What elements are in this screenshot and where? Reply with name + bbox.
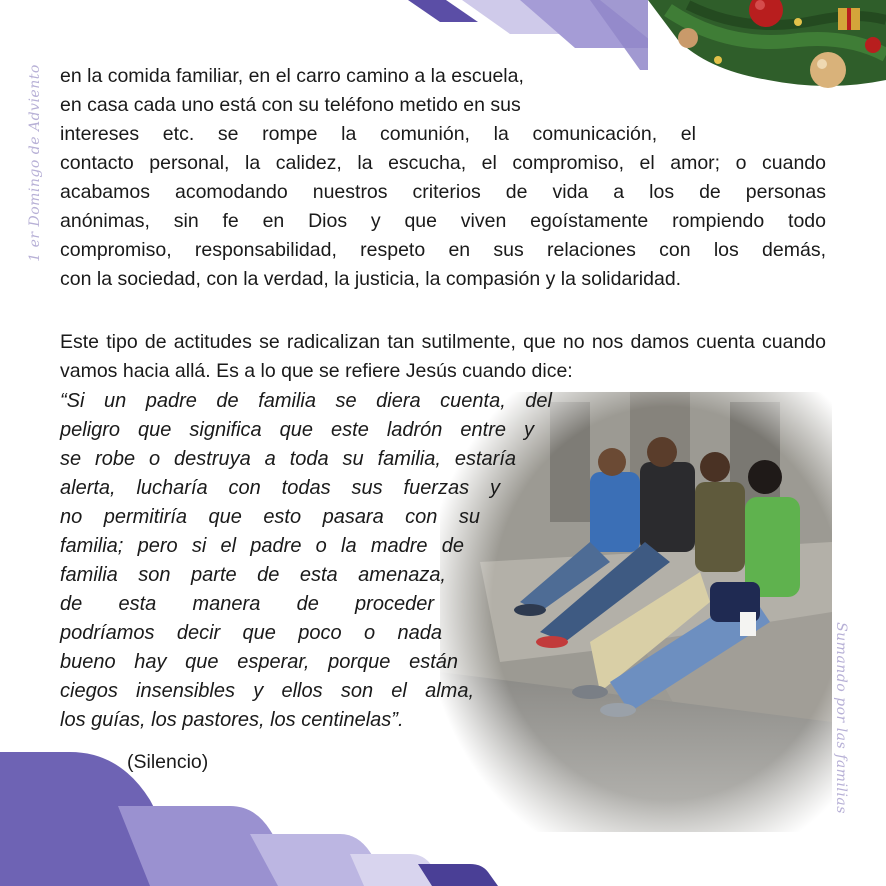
campaign-label: Sumando por las familias	[833, 621, 849, 814]
quote-line: no permitiría que esto pasara con su	[60, 506, 480, 528]
quote-line: se robe o destruya a toda su familia, estaría	[60, 448, 516, 470]
paragraph-1-line: en casa cada uno está con su teléfono metido en sus	[60, 94, 521, 116]
quote-line: peligro que significa que este ladrón entre y	[60, 419, 534, 441]
advent-label: 1 er Domingo de Adviento	[27, 63, 43, 262]
quote-line: alerta, lucharía con todas sus fuerzas y	[60, 477, 500, 499]
quote-line: bueno hay que esperar, porque están	[60, 651, 458, 673]
quote-line: podríamos decir que poco o nada	[60, 622, 442, 644]
quote-line: ciegos insensibles y ellos son el alma,	[60, 680, 474, 702]
paragraph-1	[60, 62, 826, 294]
quote-line: los guías, los pastores, los centinelas”.	[60, 709, 404, 731]
paragraph-1-line: compromiso, responsabilidad, respeto en sus relaciones con los demás,	[60, 239, 826, 261]
paragraph-1-line: en la comida familiar, en el carro camino a la escuela,	[60, 65, 524, 87]
quote-line: familia; pero si el padre o la madre de	[60, 535, 464, 557]
paragraph-1-line: intereses etc. se rompe la comunión, la comunicación, el	[60, 123, 696, 145]
side-label-left	[20, 55, 50, 270]
quote-line: “Si un padre de familia se diera cuenta, del	[60, 390, 552, 412]
paragraph-2: Este tipo de actitudes se radicalizan tan sutilmente, que no nos damos cuenta cuando vamos hacia allá. Es a lo que se refiere Jesús cuando dice:	[60, 331, 826, 382]
jesus-quote	[60, 387, 552, 735]
paragraph-1-line: acabamos acomodando nuestros criterios de vida a los de personas	[60, 181, 826, 203]
paragraph-1-line: con la sociedad, con la verdad, la justicia, la compasión y la solidaridad.	[60, 268, 682, 290]
quote-line: de esta manera de proceder	[60, 593, 434, 615]
paragraph-1-line: contacto personal, la calidez, la escucha, el compromiso, el amor; o cuando	[60, 152, 826, 174]
paragraph-1-line: anónimas, sin fe en Dios y que viven egoístamente rompiendo todo	[60, 210, 826, 232]
quote-line: familia son parte de esta amenaza,	[60, 564, 446, 586]
silence-note: (Silencio)	[127, 751, 209, 773]
bottom-band-accent	[418, 864, 498, 886]
